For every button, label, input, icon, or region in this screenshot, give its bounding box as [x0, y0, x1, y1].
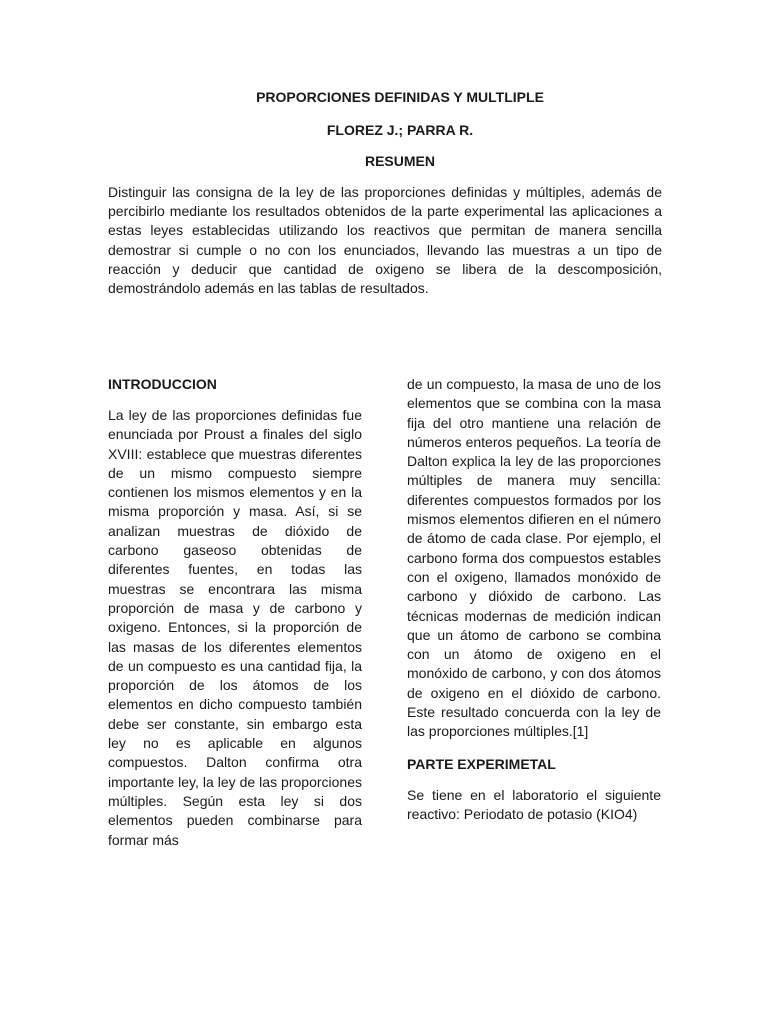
right-column [407, 375, 661, 824]
paper-title: PROPORCIONES DEFINIDAS Y MULTLIPLE [256, 89, 544, 105]
paper-authors: FLOREZ J.; PARRA R. [326, 122, 474, 138]
experimental-text: Se tiene en el laboratorio el siguiente reactivo: Periodato de potasio (KIO4) [407, 786, 661, 822]
abstract-heading: RESUMEN [364, 153, 435, 169]
introduction-text-right: de un compuesto, la masa de uno de los elementos que se combina con la masa fija del otro mantiene una relación de números enteros pequeños. La teoría de Dalton explica la ley de las proporciones múltiples de manera muy sencilla: diferentes compuestos formados por los mismos elementos difieren en el número de átomo de cada clase. Por ejemplo, el carbono forma dos compuestos estables con el oxigeno, llamados monóxido de carbono y dióxido de carbono. Las técnicas modernas de medición indican que un átomo de carbono se combina con un átomo de oxigeno en el monóxido de carbono, y con dos átomos de oxigeno en el dióxido de carbono. Este resultado concuerda con la ley de las proporciones múltiples.[1] [407, 376, 661, 740]
left-column [108, 375, 362, 850]
introduction-text-left: La ley de las proporciones definidas fue enunciada por Proust a finales del siglo XVIII: establece que muestras diferentes de un mismo compuesto siempre contienen los mismos elementos y en la misma proporción y masa. Así, si se analizan muestras de dióxido de carbono gaseoso obtenidas de diferentes fuentes, en todas las muestras se encontrara las misma proporción de masa y de carbono y oxigeno. Entonces, si la proporción de las masas de los diferentes elementos de un compuesto es una cantidad fija, la proporción de los átomos de los elementos en dicho compuesto también debe ser constante, sin embargo esta ley no es aplicable en algunos compuestos. Dalton confirma otra importante ley, la ley de las proporciones múltiples. Según esta ley si dos elementos pueden combinarse para formar más [108, 407, 362, 848]
experimental-heading: PARTE EXPERIMETAL [407, 755, 556, 772]
introduction-heading: INTRODUCCION [108, 376, 217, 392]
abstract-text: Distinguir las consigna de la ley de las proporciones definidas y múltiples, además de percibirlo mediante los resultados obtenidos de la parte experimental las aplicaciones a estas leyes establecidas utilizando los reactivos que permitan de manera sencilla demostrar si cumple o no con los enunciados, llevando las muestras a un tipo de reacción y deducir que cantidad de oxigeno se libera de la descomposición, demostrándolo además en las tablas de resultados. [108, 184, 662, 297]
